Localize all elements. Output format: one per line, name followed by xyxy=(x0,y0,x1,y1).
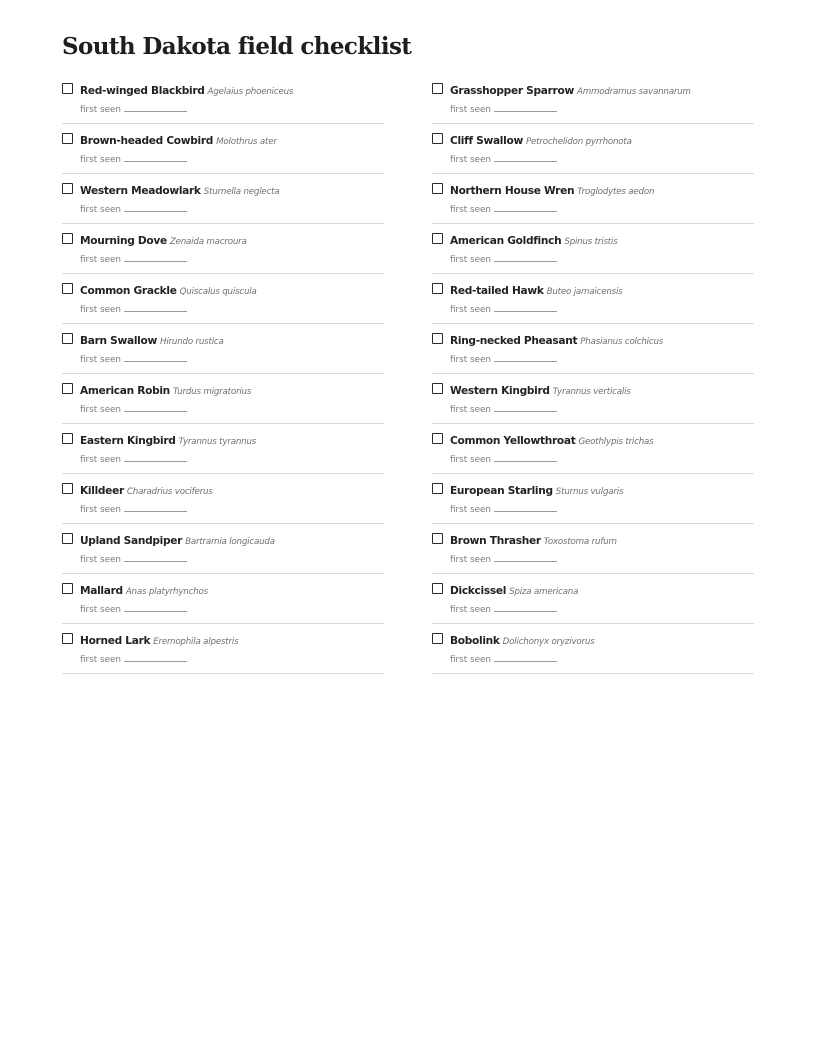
first-seen-label: first seen xyxy=(450,555,491,565)
first-seen-label: first seen xyxy=(450,255,491,265)
species-checkbox[interactable] xyxy=(62,83,73,94)
first-seen-label: first seen xyxy=(80,605,121,615)
species-name-line xyxy=(450,580,578,601)
common-name: American Robin xyxy=(80,385,170,397)
species-checkbox[interactable] xyxy=(62,233,73,244)
common-name: Western Meadowlark xyxy=(80,185,201,197)
common-name: Cliff Swallow xyxy=(450,135,523,147)
species-checkbox[interactable] xyxy=(62,483,73,494)
checklist-column-right xyxy=(432,74,754,674)
scientific-name: Spinus tristis xyxy=(564,237,618,247)
first-seen-blank[interactable] xyxy=(494,352,557,362)
species-checkbox[interactable] xyxy=(432,233,443,244)
species-checkbox[interactable] xyxy=(62,333,73,344)
first-seen-label: first seen xyxy=(80,155,121,165)
first-seen-label: first seen xyxy=(450,355,491,365)
scientific-name: Turdus migratorius xyxy=(172,387,252,397)
species-name-line xyxy=(450,130,632,151)
common-name: Killdeer xyxy=(80,485,124,497)
scientific-name: Spiza americana xyxy=(509,587,579,597)
species-name-line xyxy=(450,480,623,501)
checklist-item xyxy=(432,124,754,174)
species-name-line xyxy=(80,330,224,351)
scientific-name: Charadrius vociferus xyxy=(126,487,213,497)
species-checkbox[interactable] xyxy=(62,133,73,144)
species-name-line xyxy=(450,330,663,351)
first-seen-row xyxy=(80,652,187,667)
checklist-item xyxy=(62,274,384,324)
scientific-name: Buteo jamaicensis xyxy=(546,287,623,297)
first-seen-row xyxy=(80,452,187,467)
first-seen-row xyxy=(80,252,187,267)
first-seen-label: first seen xyxy=(80,205,121,215)
species-name-line xyxy=(80,380,251,401)
first-seen-blank[interactable] xyxy=(124,652,187,662)
common-name: Northern House Wren xyxy=(450,185,575,197)
scientific-name: Sturnella neglecta xyxy=(203,187,280,197)
first-seen-blank[interactable] xyxy=(124,202,187,212)
scientific-name: Quiscalus quiscula xyxy=(179,287,257,297)
first-seen-label: first seen xyxy=(450,405,491,415)
page-title: South Dakota field checklist xyxy=(62,33,412,60)
scientific-name: Sturnus vulgaris xyxy=(555,487,624,497)
first-seen-blank[interactable] xyxy=(494,252,557,262)
common-name: Barn Swallow xyxy=(80,335,157,347)
species-checkbox[interactable] xyxy=(432,433,443,444)
common-name: Ring-necked Pheasant xyxy=(450,335,578,347)
first-seen-row xyxy=(80,152,187,167)
first-seen-label: first seen xyxy=(450,605,491,615)
scientific-name: Bartramia longicauda xyxy=(185,537,275,547)
checklist-item xyxy=(62,474,384,524)
common-name: Brown-headed Cowbird xyxy=(80,135,214,147)
first-seen-row xyxy=(80,352,187,367)
species-name-line xyxy=(450,230,618,251)
scientific-name: Tyrannus verticalis xyxy=(552,387,631,397)
first-seen-label: first seen xyxy=(80,255,121,265)
first-seen-blank[interactable] xyxy=(494,452,557,462)
first-seen-row xyxy=(80,302,187,317)
checklist-item xyxy=(432,524,754,574)
species-checkbox[interactable] xyxy=(432,133,443,144)
first-seen-row xyxy=(80,602,187,617)
common-name: Grasshopper Sparrow xyxy=(450,85,574,97)
first-seen-blank[interactable] xyxy=(124,102,187,112)
species-name-line xyxy=(450,530,617,551)
common-name: Mallard xyxy=(80,585,123,597)
species-checkbox[interactable] xyxy=(62,183,73,194)
checklist-item xyxy=(62,174,384,224)
first-seen-blank[interactable] xyxy=(124,502,187,512)
scientific-name: Molothrus ater xyxy=(216,137,277,147)
species-name-line xyxy=(80,230,247,251)
species-checkbox[interactable] xyxy=(62,383,73,394)
species-name-line xyxy=(80,430,256,451)
checklist-item xyxy=(432,224,754,274)
first-seen-row xyxy=(450,352,557,367)
first-seen-blank[interactable] xyxy=(124,552,187,562)
first-seen-row xyxy=(450,552,557,567)
first-seen-label: first seen xyxy=(450,305,491,315)
species-name-line xyxy=(80,630,238,651)
first-seen-row xyxy=(450,652,557,667)
first-seen-row xyxy=(450,152,557,167)
species-name-line xyxy=(80,530,275,551)
scientific-name: Troglodytes aedon xyxy=(577,187,655,197)
first-seen-row xyxy=(450,402,557,417)
checklist-item xyxy=(62,424,384,474)
first-seen-label: first seen xyxy=(80,505,121,515)
scientific-name: Hirundo rustica xyxy=(159,337,224,347)
species-name-line xyxy=(80,480,213,501)
first-seen-blank[interactable] xyxy=(124,302,187,312)
species-name-line xyxy=(80,580,208,601)
species-checkbox[interactable] xyxy=(432,383,443,394)
species-checkbox[interactable] xyxy=(432,533,443,544)
species-name-line xyxy=(450,280,623,301)
first-seen-label: first seen xyxy=(80,105,121,115)
first-seen-blank[interactable] xyxy=(494,502,557,512)
first-seen-label: first seen xyxy=(450,455,491,465)
first-seen-label: first seen xyxy=(80,455,121,465)
species-checkbox[interactable] xyxy=(62,533,73,544)
species-checkbox[interactable] xyxy=(432,483,443,494)
first-seen-label: first seen xyxy=(450,505,491,515)
common-name: Common Grackle xyxy=(80,285,177,297)
common-name: Dickcissel xyxy=(450,585,507,597)
checklist-item xyxy=(432,374,754,424)
scientific-name: Agelaius phoeniceus xyxy=(207,87,294,97)
species-checkbox[interactable] xyxy=(432,333,443,344)
species-checkbox[interactable] xyxy=(62,433,73,444)
first-seen-row xyxy=(450,602,557,617)
species-checkbox[interactable] xyxy=(432,633,443,644)
first-seen-label: first seen xyxy=(450,205,491,215)
first-seen-row xyxy=(450,252,557,267)
checklist-item xyxy=(432,324,754,374)
first-seen-blank[interactable] xyxy=(124,252,187,262)
scientific-name: Anas platyrhynchos xyxy=(125,587,208,597)
first-seen-blank[interactable] xyxy=(124,152,187,162)
first-seen-row xyxy=(80,202,187,217)
first-seen-blank[interactable] xyxy=(124,402,187,412)
first-seen-label: first seen xyxy=(80,555,121,565)
scientific-name: Petrochelidon pyrrhonota xyxy=(525,137,632,147)
checklist-item xyxy=(432,424,754,474)
common-name: European Starling xyxy=(450,485,553,497)
common-name: Western Kingbird xyxy=(450,385,550,397)
common-name: Red-winged Blackbird xyxy=(80,85,205,97)
checklist-item xyxy=(62,124,384,174)
species-name-line xyxy=(80,180,279,201)
species-checkbox[interactable] xyxy=(62,583,73,594)
first-seen-row xyxy=(450,452,557,467)
first-seen-label: first seen xyxy=(80,405,121,415)
first-seen-row xyxy=(450,202,557,217)
first-seen-row xyxy=(80,402,187,417)
checklist-item xyxy=(432,574,754,624)
checklist-item xyxy=(62,624,384,674)
first-seen-row xyxy=(450,302,557,317)
common-name: Mourning Dove xyxy=(80,235,167,247)
checklist-item xyxy=(62,74,384,124)
common-name: Brown Thrasher xyxy=(450,535,541,547)
common-name: Common Yellowthroat xyxy=(450,435,576,447)
first-seen-blank[interactable] xyxy=(494,202,557,212)
first-seen-label: first seen xyxy=(450,655,491,665)
first-seen-label: first seen xyxy=(80,355,121,365)
checklist-item xyxy=(432,174,754,224)
checklist-item xyxy=(432,274,754,324)
species-name-line xyxy=(450,430,653,451)
common-name: Upland Sandpiper xyxy=(80,535,183,547)
first-seen-row xyxy=(450,502,557,517)
first-seen-blank[interactable] xyxy=(494,302,557,312)
scientific-name: Dolichonyx oryzivorus xyxy=(502,637,595,647)
first-seen-label: first seen xyxy=(80,305,121,315)
first-seen-row xyxy=(80,552,187,567)
first-seen-blank[interactable] xyxy=(124,452,187,462)
species-name-line xyxy=(450,180,654,201)
species-name-line xyxy=(80,80,293,101)
scientific-name: Eremophila alpestris xyxy=(153,637,239,647)
first-seen-blank[interactable] xyxy=(494,152,557,162)
checklist-item xyxy=(432,624,754,674)
checklist-item xyxy=(432,474,754,524)
first-seen-blank[interactable] xyxy=(494,602,557,612)
species-checkbox[interactable] xyxy=(432,183,443,194)
common-name: Red-tailed Hawk xyxy=(450,285,544,297)
first-seen-row xyxy=(450,102,557,117)
species-name-line xyxy=(80,280,257,301)
checklist-item xyxy=(62,224,384,274)
first-seen-label: first seen xyxy=(450,155,491,165)
common-name: American Goldfinch xyxy=(450,235,562,247)
first-seen-blank[interactable] xyxy=(124,352,187,362)
scientific-name: Zenaida macroura xyxy=(169,237,247,247)
first-seen-row xyxy=(80,102,187,117)
scientific-name: Ammodramus savannarum xyxy=(576,87,691,97)
first-seen-row xyxy=(80,502,187,517)
checklist-item xyxy=(432,74,754,124)
common-name: Bobolink xyxy=(450,635,500,647)
checklist-item xyxy=(62,374,384,424)
checklist-column-left xyxy=(62,74,384,674)
first-seen-label: first seen xyxy=(80,655,121,665)
first-seen-blank[interactable] xyxy=(124,602,187,612)
checklist-item xyxy=(62,524,384,574)
species-name-line xyxy=(450,380,631,401)
first-seen-blank[interactable] xyxy=(494,652,557,662)
checklist-item xyxy=(62,574,384,624)
species-name-line xyxy=(80,130,277,151)
species-name-line xyxy=(450,630,595,651)
species-checkbox[interactable] xyxy=(432,583,443,594)
common-name: Horned Lark xyxy=(80,635,151,647)
scientific-name: Toxostoma rufum xyxy=(543,537,617,547)
first-seen-blank[interactable] xyxy=(494,402,557,412)
species-name-line xyxy=(450,80,691,101)
scientific-name: Geothlypis trichas xyxy=(578,437,654,447)
first-seen-blank[interactable] xyxy=(494,552,557,562)
species-checkbox[interactable] xyxy=(62,283,73,294)
species-checkbox[interactable] xyxy=(432,283,443,294)
scientific-name: Phasianus colchicus xyxy=(580,337,664,347)
checklist-item xyxy=(62,324,384,374)
common-name: Eastern Kingbird xyxy=(80,435,176,447)
first-seen-label: first seen xyxy=(450,105,491,115)
species-checkbox[interactable] xyxy=(432,83,443,94)
species-checkbox[interactable] xyxy=(62,633,73,644)
first-seen-blank[interactable] xyxy=(494,102,557,112)
scientific-name: Tyrannus tyrannus xyxy=(178,437,257,447)
